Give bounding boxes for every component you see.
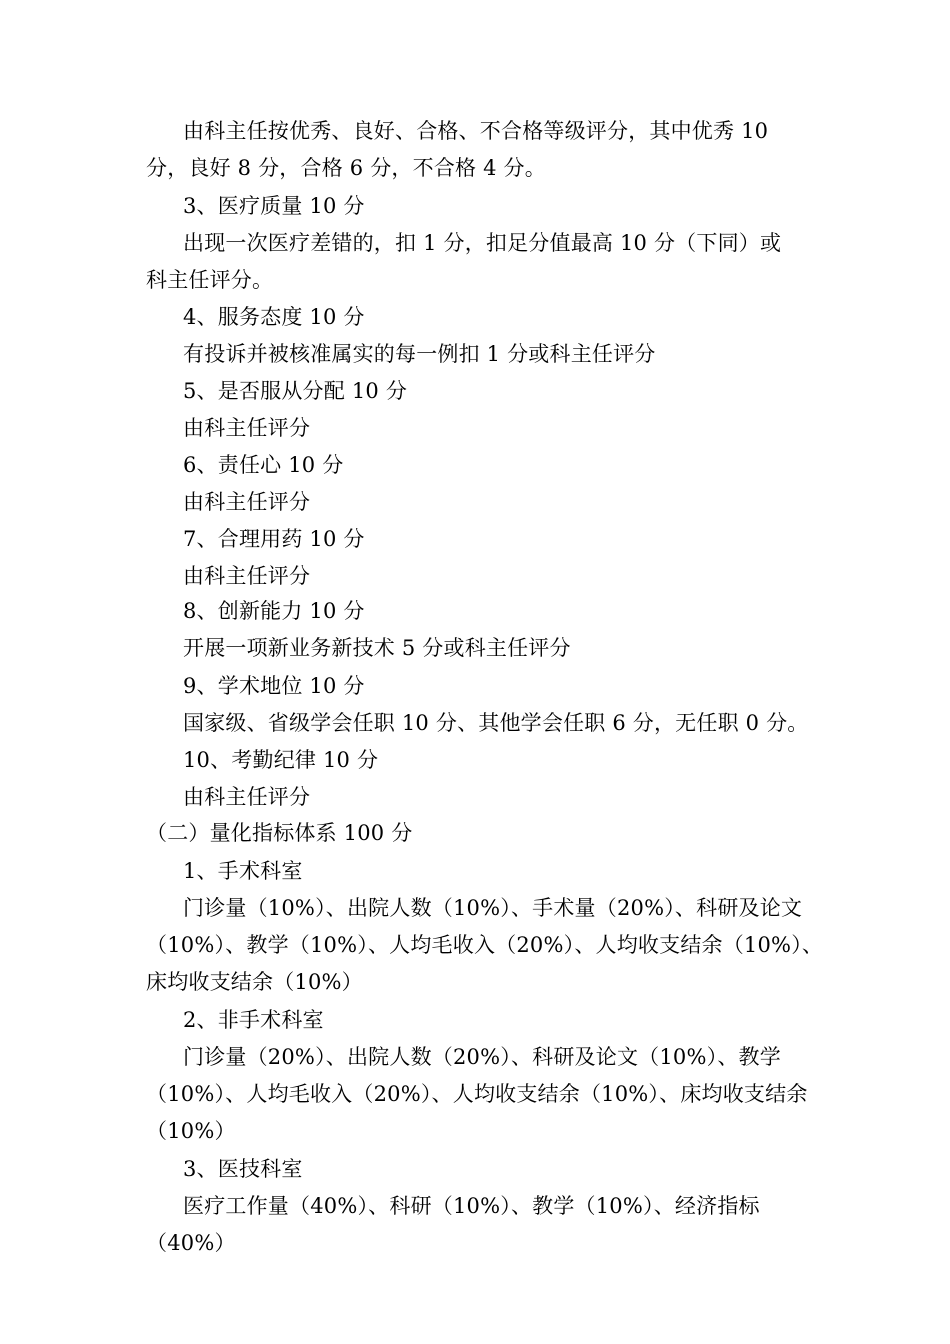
paragraph-line: 开展一项新业务新技术 5 分或科主任评分 [183, 636, 571, 660]
paragraph-line: 由科主任评分 [183, 785, 311, 809]
paragraph-line: 医疗工作量（40%）、科研（10%）、教学（10%）、经济指标 [183, 1194, 760, 1218]
paragraph-line: 门诊量（10%）、出院人数（10%）、手术量（20%）、科研及论文 [183, 896, 803, 920]
paragraph-line: 门诊量（20%）、出院人数（20%）、科研及论文（10%）、教学 [183, 1045, 781, 1069]
section-heading: 2、非手术科室 [183, 1008, 324, 1032]
paragraph-line: 由科主任评分 [183, 416, 311, 440]
section-heading: 4、服务态度 10 分 [183, 305, 365, 329]
section-heading: 8、创新能力 10 分 [183, 599, 365, 623]
section-heading: 3、医疗质量 10 分 [183, 194, 365, 218]
paragraph-line: 由科主任评分 [183, 490, 311, 514]
section-heading: 1、手术科室 [183, 859, 303, 883]
section-heading: 10、考勤纪律 10 分 [183, 748, 379, 772]
section-heading: 7、合理用药 10 分 [183, 527, 365, 551]
paragraph-line: （40%） [146, 1231, 236, 1255]
paragraph-line: 国家级、省级学会任职 10 分、其他学会任职 6 分，无任职 0 分。 [183, 711, 809, 735]
paragraph-line: 科主任评分。 [146, 268, 274, 292]
section-heading: 6、责任心 10 分 [183, 453, 344, 477]
paragraph-line: （10%）、教学（10%）、人均毛收入（20%）、人均收支结余（10%）、 [146, 933, 824, 957]
paragraph-line: 由科主任评分 [183, 564, 311, 588]
paragraph-line: 分，良好 8 分，合格 6 分，不合格 4 分。 [146, 156, 546, 180]
section-heading: 3、医技科室 [183, 1157, 303, 1181]
section-heading: 5、是否服从分配 10 分 [183, 379, 408, 403]
section-heading: （二）量化指标体系 100 分 [146, 821, 413, 845]
paragraph-line: （10%）、人均毛收入（20%）、人均收支结余（10%）、床均收支结余 [146, 1082, 808, 1106]
section-heading: 9、学术地位 10 分 [183, 674, 365, 698]
paragraph-line: 出现一次医疗差错的，扣 1 分，扣足分值最高 10 分（下同）或 [183, 231, 782, 255]
paragraph-line: （10%） [146, 1119, 236, 1143]
paragraph-line: 由科主任按优秀、良好、合格、不合格等级评分，其中优秀 10 [183, 119, 769, 143]
paragraph-line: 有投诉并被核准属实的每一例扣 1 分或科主任评分 [183, 342, 656, 366]
paragraph-line: 床均收支结余（10%） [146, 970, 363, 994]
